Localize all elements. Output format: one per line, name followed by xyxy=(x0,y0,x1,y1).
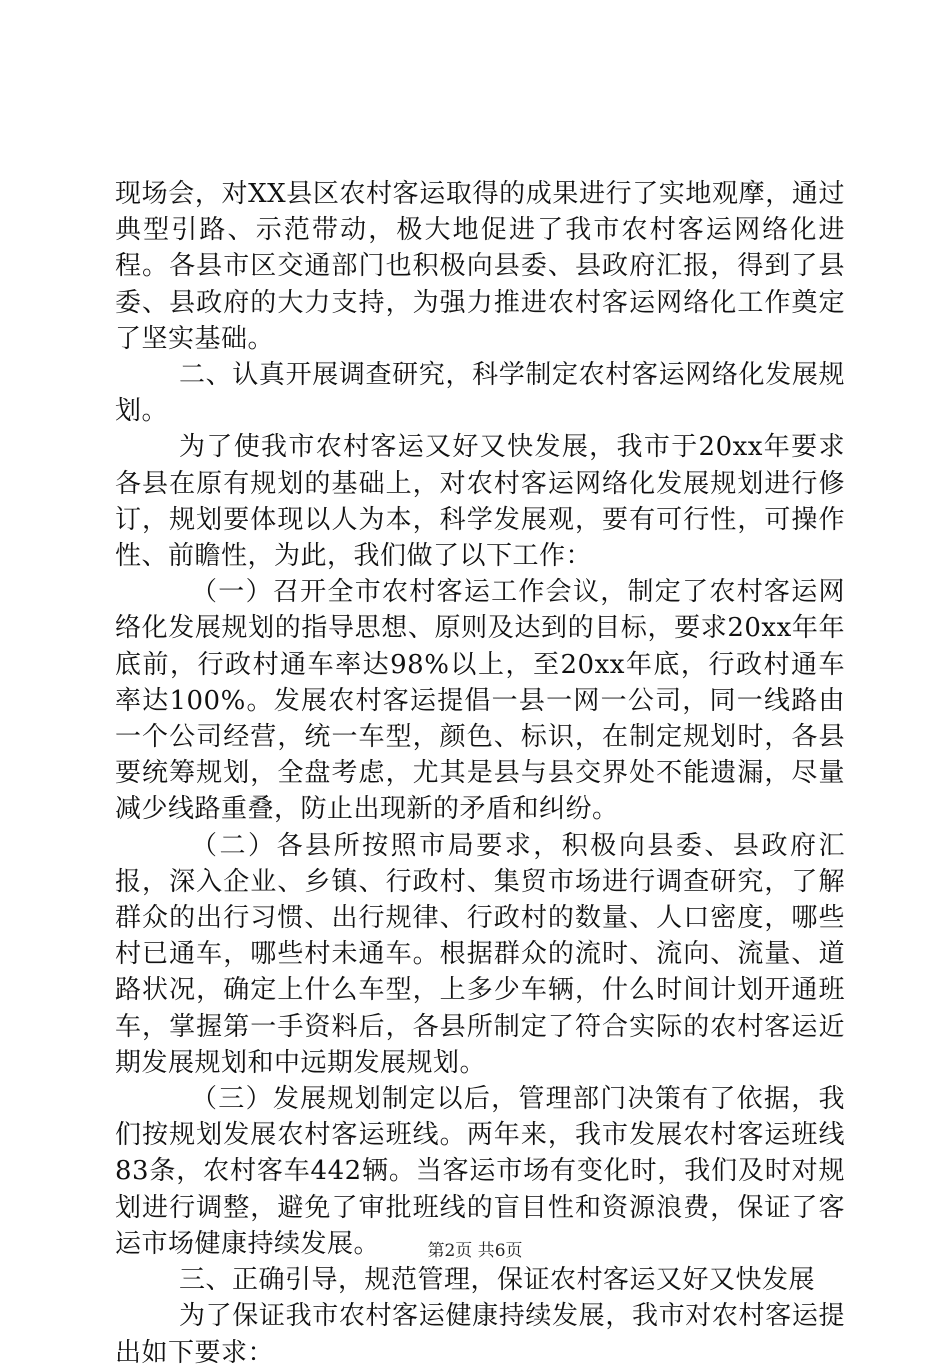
page-footer xyxy=(0,1240,950,1262)
paragraph-continuation: 现场会，对XX县区农村客运取得的成果进行了实地观摩，通过典型引路、示范带动，极大地促进了我市农村客运网络化进程。各县市区交通部门也积极向县委、县政府汇报，得到了县委、县政府的大力支持，为强力推进农村客运网络化工作奠定了坚实基础。 xyxy=(115,179,845,354)
section-heading-3: 三、正确引导，规范管理，保证农村客运又好又快发展 xyxy=(179,1265,816,1296)
page-number-label: 第2页 共6页 xyxy=(427,1241,523,1261)
section-heading-2: 二、认真开展调查研究，科学制定农村客运网络化发展规划。 xyxy=(115,360,845,427)
subsection-2: （二）各县所按照市局要求，积极向县委、县政府汇报，深入企业、乡镇、行政村、集贸市场进行调查研究，了解群众的出行习惯、出行规律、行政村的数量、人口密度，哪些村已通车，哪些村未通车。根据群众的流时、流向、流量、道路状况，确定上什么车型，上多少车辆，什么时间计划开通班车，掌握第一手资料后，各县所制定了符合实际的农村客运近期发展规划和中远期发展规划。 xyxy=(115,830,845,1078)
paragraph-requirements: 为了保证我市农村客运健康持续发展，我市对农村客运提出如下要求： xyxy=(115,1301,845,1368)
document-body xyxy=(115,176,845,1371)
paragraph-intro: 为了使我市农村客运又好又快发展，我市于20xx年要求各县在原有规划的基础上，对农村客运网络化发展规划进行修订，规划要体现以人为本，科学发展观，要有可行性，可操作性、前瞻性，为此，我们做了以下工作： xyxy=(115,432,845,572)
subsection-3: （三）发展规划制定以后，管理部门决策有了依据，我们按规划发展农村客运班线。两年来，我市发展农村客运班线83条，农村客车442辆。当客运市场有变化时，我们及时对规划进行调整，避免了审批班线的盲目性和资源浪费，保证了客运市场健康持续发展。 xyxy=(115,1084,845,1259)
subsection-1: （一）召开全市农村客运工作会议，制定了农村客运网络化发展规划的指导思想、原则及达到的目标，要求20xx年年底前，行政村通车率达98%以上，至20xx年底，行政村通车率达100%。发展农村客运提倡一县一网一公司，同一线路由一个公司经营，统一车型，颜色、标识，在制定规划时，各县要统筹规划，全盘考虑，尤其是县与县交界处不能遗漏，尽量减少线路重叠，防止出现新的矛盾和纠纷。 xyxy=(115,577,845,825)
